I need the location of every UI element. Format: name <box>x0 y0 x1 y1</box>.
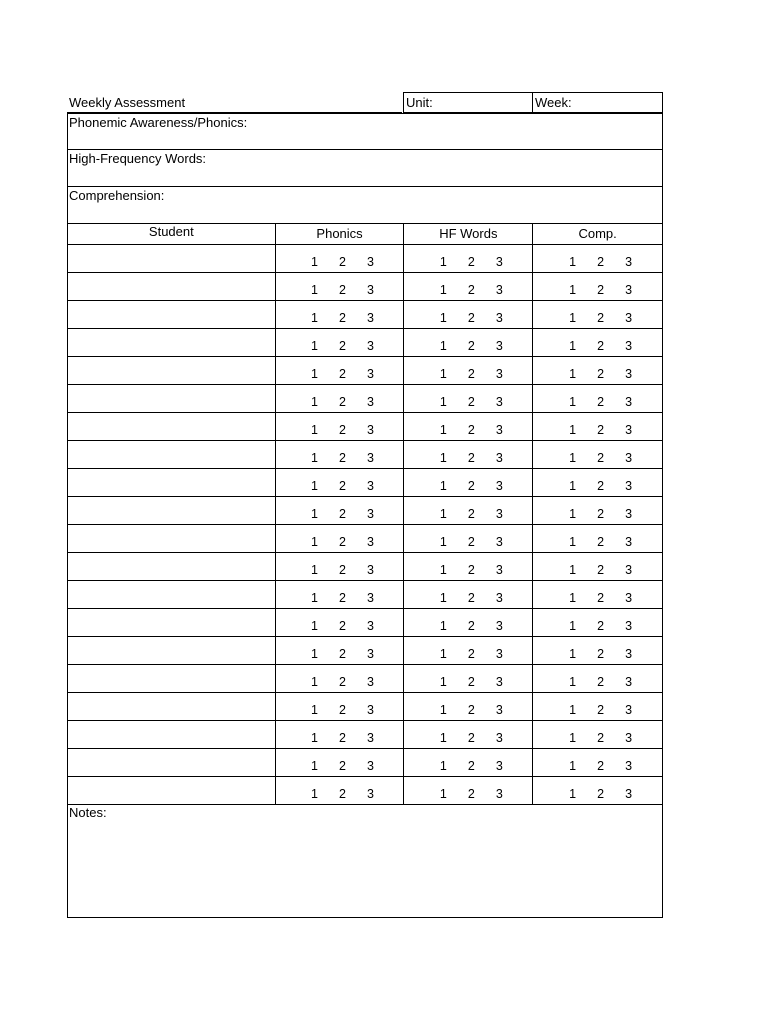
score-option[interactable]: 2 <box>467 591 475 605</box>
score-option[interactable]: 1 <box>569 675 577 689</box>
student-name-cell[interactable] <box>68 245 276 272</box>
score-option[interactable]: 2 <box>339 479 346 493</box>
score-option[interactable]: 2 <box>339 619 346 633</box>
phonics-field[interactable]: Phonemic Awareness/Phonics: <box>67 113 663 150</box>
comp-score-cell <box>533 413 662 440</box>
comp-score-cell <box>533 721 662 748</box>
score-option[interactable]: 1 <box>439 563 447 577</box>
score-option[interactable]: 3 <box>625 563 633 577</box>
phonics-score-cell <box>276 693 405 720</box>
score-option[interactable]: 2 <box>339 395 346 409</box>
score-option[interactable]: 2 <box>597 703 605 717</box>
score-option[interactable]: 1 <box>439 255 447 269</box>
score-option[interactable]: 2 <box>467 283 475 297</box>
hf-words-score-cell <box>404 329 533 356</box>
score-option[interactable]: 2 <box>467 563 475 577</box>
score-option[interactable]: 1 <box>569 787 577 801</box>
score-option[interactable]: 2 <box>339 703 346 717</box>
score-option[interactable]: 1 <box>311 563 318 577</box>
table-row <box>68 413 662 441</box>
score-option[interactable]: 1 <box>569 479 577 493</box>
score-option[interactable]: 2 <box>597 423 605 437</box>
score-option[interactable]: 1 <box>439 647 447 661</box>
comp-score-cell <box>533 245 662 272</box>
score-option[interactable]: 1 <box>311 507 318 521</box>
student-name-cell[interactable] <box>68 413 276 440</box>
table-row <box>68 553 662 581</box>
score-option[interactable]: 3 <box>495 675 503 689</box>
score-option[interactable]: 1 <box>311 787 318 801</box>
score-option[interactable]: 3 <box>625 255 633 269</box>
phonics-score-cell <box>276 777 405 804</box>
score-option[interactable]: 1 <box>569 703 577 717</box>
score-option[interactable]: 1 <box>311 283 318 297</box>
score-option[interactable]: 1 <box>439 619 447 633</box>
score-option[interactable]: 2 <box>467 507 475 521</box>
student-name-cell[interactable] <box>68 693 276 720</box>
table-row <box>68 441 662 469</box>
score-option[interactable]: 1 <box>311 339 318 353</box>
score-option[interactable]: 3 <box>367 395 374 409</box>
score-option[interactable]: 3 <box>495 647 503 661</box>
score-option[interactable]: 2 <box>467 255 475 269</box>
comp-score-cell <box>533 497 662 524</box>
student-name-cell[interactable] <box>68 637 276 664</box>
sheet-title: Weekly Assessment <box>67 92 402 113</box>
table-row <box>68 245 662 273</box>
score-option[interactable]: 3 <box>625 423 633 437</box>
score-option[interactable]: 2 <box>467 759 475 773</box>
score-option[interactable]: 1 <box>311 395 318 409</box>
score-option[interactable]: 3 <box>367 367 374 381</box>
score-option[interactable]: 1 <box>569 591 577 605</box>
score-option[interactable]: 1 <box>439 507 447 521</box>
score-option[interactable]: 3 <box>367 759 374 773</box>
table-row <box>68 301 662 329</box>
phonics-score-cell <box>276 581 405 608</box>
comp-score-cell <box>533 357 662 384</box>
score-option[interactable]: 3 <box>367 535 374 549</box>
score-option[interactable]: 2 <box>597 591 605 605</box>
score-option[interactable]: 1 <box>439 787 447 801</box>
score-option[interactable]: 3 <box>495 423 503 437</box>
comp-score-cell <box>533 301 662 328</box>
table-row <box>68 357 662 385</box>
hf-words-score-cell <box>404 609 533 636</box>
comp-score-cell <box>533 609 662 636</box>
score-option[interactable]: 1 <box>311 451 318 465</box>
score-option[interactable]: 2 <box>467 479 475 493</box>
score-option[interactable]: 3 <box>625 451 633 465</box>
score-option[interactable]: 1 <box>439 395 447 409</box>
score-option[interactable]: 2 <box>467 339 475 353</box>
phonics-score-cell <box>276 525 405 552</box>
comp-score-cell <box>533 637 662 664</box>
score-option[interactable]: 2 <box>339 563 346 577</box>
table-row <box>68 721 662 749</box>
comp-score-cell <box>533 693 662 720</box>
score-option[interactable]: 1 <box>311 367 318 381</box>
score-option[interactable]: 2 <box>597 675 605 689</box>
score-option[interactable]: 2 <box>597 619 605 633</box>
score-option[interactable]: 1 <box>311 255 318 269</box>
hf-words-field[interactable]: High-Frequency Words: <box>67 150 663 187</box>
score-option[interactable]: 3 <box>367 591 374 605</box>
score-option[interactable]: 3 <box>625 731 633 745</box>
hf-words-score-cell <box>404 637 533 664</box>
score-option[interactable]: 2 <box>467 535 475 549</box>
score-option[interactable]: 2 <box>467 787 475 801</box>
score-option[interactable]: 1 <box>439 759 447 773</box>
score-option[interactable]: 3 <box>367 311 374 325</box>
hf-words-score-cell <box>404 665 533 692</box>
score-option[interactable]: 2 <box>339 283 346 297</box>
phonics-score-cell <box>276 665 405 692</box>
hf-words-score-cell <box>404 777 533 804</box>
phonics-score-cell <box>276 553 405 580</box>
score-option[interactable]: 3 <box>495 255 503 269</box>
score-option[interactable]: 2 <box>339 255 346 269</box>
score-option[interactable]: 2 <box>597 647 605 661</box>
score-option[interactable]: 2 <box>339 731 346 745</box>
score-option[interactable]: 3 <box>367 675 374 689</box>
student-name-cell[interactable] <box>68 777 276 804</box>
score-option[interactable]: 2 <box>597 563 605 577</box>
table-body <box>68 245 662 805</box>
score-option[interactable]: 3 <box>367 731 374 745</box>
notes-field[interactable]: Notes: <box>67 805 663 918</box>
hf-words-score-cell <box>404 273 533 300</box>
score-option[interactable]: 2 <box>339 339 346 353</box>
phonics-score-cell <box>276 273 405 300</box>
score-option[interactable]: 2 <box>597 395 605 409</box>
score-table <box>67 224 663 805</box>
score-option[interactable]: 1 <box>569 367 577 381</box>
score-option[interactable]: 3 <box>625 507 633 521</box>
score-option[interactable]: 3 <box>495 283 503 297</box>
phonics-score-cell <box>276 441 405 468</box>
student-name-cell[interactable] <box>68 273 276 300</box>
score-option[interactable]: 3 <box>625 339 633 353</box>
score-option[interactable]: 1 <box>439 311 447 325</box>
score-option[interactable]: 2 <box>339 675 346 689</box>
phonics-score-cell <box>276 245 405 272</box>
score-option[interactable]: 2 <box>467 731 475 745</box>
score-option[interactable]: 3 <box>367 451 374 465</box>
column-header-phonics: Phonics <box>276 224 405 244</box>
hf-words-score-cell <box>404 469 533 496</box>
comp-score-cell <box>533 385 662 412</box>
score-option[interactable]: 2 <box>597 787 605 801</box>
score-option[interactable]: 1 <box>569 311 577 325</box>
score-option[interactable]: 2 <box>339 423 346 437</box>
student-name-cell[interactable] <box>68 721 276 748</box>
table-row <box>68 693 662 721</box>
score-option[interactable]: 3 <box>625 703 633 717</box>
score-option[interactable]: 1 <box>569 563 577 577</box>
score-option[interactable]: 2 <box>467 619 475 633</box>
score-option[interactable]: 1 <box>569 647 577 661</box>
score-option[interactable]: 3 <box>495 787 503 801</box>
phonics-score-cell <box>276 329 405 356</box>
column-header-hf-words: HF Words <box>404 224 533 244</box>
phonics-score-cell <box>276 749 405 776</box>
student-name-cell[interactable] <box>68 665 276 692</box>
score-option[interactable]: 3 <box>495 507 503 521</box>
score-option[interactable]: 1 <box>569 731 577 745</box>
score-option[interactable]: 2 <box>597 479 605 493</box>
score-option[interactable]: 1 <box>311 535 318 549</box>
score-option[interactable]: 1 <box>569 255 577 269</box>
score-option[interactable]: 3 <box>495 479 503 493</box>
hf-words-score-cell <box>404 245 533 272</box>
score-option[interactable]: 2 <box>339 535 346 549</box>
table-row <box>68 637 662 665</box>
score-option[interactable]: 1 <box>439 731 447 745</box>
score-option[interactable]: 3 <box>625 759 633 773</box>
score-option[interactable]: 3 <box>625 787 633 801</box>
score-option[interactable]: 3 <box>625 619 633 633</box>
score-option[interactable]: 1 <box>311 759 318 773</box>
score-option[interactable]: 3 <box>495 339 503 353</box>
score-option[interactable]: 2 <box>467 647 475 661</box>
score-option[interactable]: 3 <box>367 479 374 493</box>
score-option[interactable]: 1 <box>569 619 577 633</box>
comp-score-cell <box>533 777 662 804</box>
comp-score-cell <box>533 273 662 300</box>
student-name-cell[interactable] <box>68 357 276 384</box>
phonics-score-cell <box>276 469 405 496</box>
phonics-score-cell <box>276 357 405 384</box>
score-option[interactable]: 3 <box>495 619 503 633</box>
score-option[interactable]: 1 <box>311 647 318 661</box>
score-option[interactable]: 2 <box>339 451 346 465</box>
table-row <box>68 581 662 609</box>
hf-words-score-cell <box>404 413 533 440</box>
score-option[interactable]: 2 <box>339 507 346 521</box>
phonics-score-cell <box>276 497 405 524</box>
score-option[interactable]: 3 <box>495 451 503 465</box>
score-option[interactable]: 3 <box>495 535 503 549</box>
student-name-cell[interactable] <box>68 497 276 524</box>
student-name-cell[interactable] <box>68 329 276 356</box>
hf-words-score-cell <box>404 693 533 720</box>
table-row <box>68 273 662 301</box>
score-option[interactable]: 3 <box>367 423 374 437</box>
comp-score-cell <box>533 525 662 552</box>
table-row <box>68 609 662 637</box>
score-option[interactable]: 3 <box>495 703 503 717</box>
comp-score-cell <box>533 329 662 356</box>
score-option[interactable]: 1 <box>569 339 577 353</box>
hf-words-score-cell <box>404 301 533 328</box>
score-option[interactable]: 2 <box>597 367 605 381</box>
score-option[interactable]: 3 <box>625 647 633 661</box>
table-row <box>68 469 662 497</box>
hf-words-score-cell <box>404 497 533 524</box>
phonics-score-cell <box>276 413 405 440</box>
score-option[interactable]: 2 <box>339 647 346 661</box>
phonics-score-cell <box>276 637 405 664</box>
score-option[interactable]: 1 <box>569 395 577 409</box>
table-row <box>68 665 662 693</box>
score-option[interactable]: 3 <box>625 395 633 409</box>
comprehension-field[interactable]: Comprehension: <box>67 187 663 224</box>
header-row <box>67 92 663 113</box>
score-option[interactable]: 1 <box>311 591 318 605</box>
score-option[interactable]: 3 <box>625 675 633 689</box>
score-option[interactable]: 3 <box>625 283 633 297</box>
score-option[interactable]: 3 <box>367 619 374 633</box>
score-option[interactable]: 1 <box>569 507 577 521</box>
score-option[interactable]: 2 <box>339 311 346 325</box>
score-option[interactable]: 2 <box>467 451 475 465</box>
score-option[interactable]: 1 <box>439 535 447 549</box>
score-option[interactable]: 2 <box>597 311 605 325</box>
score-option[interactable]: 1 <box>439 479 447 493</box>
score-option[interactable]: 3 <box>495 311 503 325</box>
comp-score-cell <box>533 665 662 692</box>
score-option[interactable]: 3 <box>495 731 503 745</box>
score-option[interactable]: 3 <box>625 535 633 549</box>
comp-score-cell <box>533 749 662 776</box>
table-row <box>68 329 662 357</box>
column-header-comp: Comp. <box>578 226 617 241</box>
table-header <box>68 224 662 245</box>
hf-words-score-cell <box>404 525 533 552</box>
table-row <box>68 777 662 805</box>
score-option[interactable]: 3 <box>367 787 374 801</box>
week-field[interactable]: Week: <box>533 92 663 113</box>
table-row <box>68 385 662 413</box>
score-option[interactable]: 1 <box>439 339 447 353</box>
comp-score-cell <box>533 553 662 580</box>
student-name-cell[interactable] <box>68 749 276 776</box>
score-option[interactable]: 2 <box>597 283 605 297</box>
student-name-cell[interactable] <box>68 441 276 468</box>
hf-words-score-cell <box>404 721 533 748</box>
score-option[interactable]: 2 <box>467 311 475 325</box>
table-row <box>68 525 662 553</box>
score-option[interactable]: 1 <box>439 591 447 605</box>
score-option[interactable]: 1 <box>569 451 577 465</box>
hf-words-score-cell <box>404 385 533 412</box>
score-option[interactable]: 3 <box>367 255 374 269</box>
student-name-cell[interactable] <box>68 301 276 328</box>
hf-words-score-cell <box>404 357 533 384</box>
score-option[interactable]: 1 <box>439 703 447 717</box>
score-option[interactable]: 3 <box>625 311 633 325</box>
score-option[interactable]: 3 <box>367 563 374 577</box>
score-option[interactable]: 2 <box>597 451 605 465</box>
student-name-cell[interactable] <box>68 609 276 636</box>
score-option[interactable]: 1 <box>439 367 447 381</box>
score-option[interactable]: 2 <box>339 367 346 381</box>
score-option[interactable]: 2 <box>467 703 475 717</box>
score-option[interactable]: 1 <box>311 731 318 745</box>
score-option[interactable]: 2 <box>339 787 346 801</box>
student-name-cell[interactable] <box>68 525 276 552</box>
score-option[interactable]: 1 <box>569 535 577 549</box>
score-option[interactable]: 3 <box>625 479 633 493</box>
table-row <box>68 497 662 525</box>
score-option[interactable]: 3 <box>625 367 633 381</box>
score-option[interactable]: 2 <box>597 255 605 269</box>
score-option[interactable]: 1 <box>569 423 577 437</box>
score-option[interactable]: 2 <box>597 535 605 549</box>
hf-words-score-cell <box>404 553 533 580</box>
assessment-sheet <box>67 92 663 918</box>
score-option[interactable]: 3 <box>367 507 374 521</box>
unit-field[interactable]: Unit: <box>403 92 533 113</box>
score-option[interactable]: 1 <box>569 759 577 773</box>
score-option[interactable]: 3 <box>625 591 633 605</box>
score-option[interactable]: 3 <box>367 647 374 661</box>
score-option[interactable]: 1 <box>311 675 318 689</box>
score-option[interactable]: 2 <box>597 339 605 353</box>
score-option[interactable]: 1 <box>311 619 318 633</box>
score-option[interactable]: 3 <box>495 591 503 605</box>
score-option[interactable]: 2 <box>467 367 475 381</box>
hf-words-score-cell <box>404 581 533 608</box>
phonics-score-cell <box>276 609 405 636</box>
score-option[interactable]: 3 <box>495 395 503 409</box>
score-option[interactable]: 1 <box>439 423 447 437</box>
score-option[interactable]: 2 <box>597 731 605 745</box>
score-option[interactable]: 2 <box>467 395 475 409</box>
score-option[interactable]: 1 <box>439 451 447 465</box>
score-option[interactable]: 2 <box>339 591 346 605</box>
comp-score-cell <box>533 441 662 468</box>
score-option[interactable]: 1 <box>311 423 318 437</box>
score-option[interactable]: 3 <box>367 703 374 717</box>
student-name-cell[interactable] <box>68 469 276 496</box>
score-option[interactable]: 3 <box>367 283 374 297</box>
score-option[interactable]: 1 <box>311 479 318 493</box>
phonics-score-cell <box>276 385 405 412</box>
score-option[interactable]: 2 <box>467 423 475 437</box>
phonics-score-cell <box>276 721 405 748</box>
comp-score-cell <box>533 469 662 496</box>
score-option[interactable]: 1 <box>311 311 318 325</box>
score-option[interactable]: 1 <box>439 675 447 689</box>
score-option[interactable]: 2 <box>467 675 475 689</box>
column-header-student: Student <box>68 224 276 244</box>
student-name-cell[interactable] <box>68 553 276 580</box>
score-option[interactable]: 2 <box>339 759 346 773</box>
score-option[interactable]: 1 <box>439 283 447 297</box>
score-option[interactable]: 1 <box>311 703 318 717</box>
hf-words-score-cell <box>404 441 533 468</box>
score-option[interactable]: 2 <box>597 507 605 521</box>
comp-score-cell <box>533 581 662 608</box>
student-name-cell[interactable] <box>68 385 276 412</box>
score-option[interactable]: 3 <box>367 339 374 353</box>
score-option[interactable]: 1 <box>569 283 577 297</box>
student-name-cell[interactable] <box>68 581 276 608</box>
score-option[interactable]: 3 <box>495 759 503 773</box>
score-option[interactable]: 3 <box>495 367 503 381</box>
score-option[interactable]: 3 <box>495 563 503 577</box>
table-row <box>68 749 662 777</box>
score-option[interactable]: 2 <box>597 759 605 773</box>
hf-words-score-cell <box>404 749 533 776</box>
phonics-score-cell <box>276 301 405 328</box>
